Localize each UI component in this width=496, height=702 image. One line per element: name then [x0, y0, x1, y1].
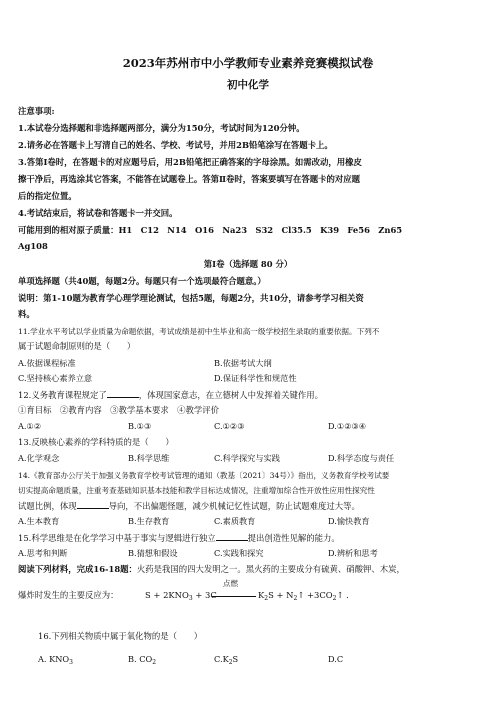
q14-stem-3-pre: 试题比例，体现	[18, 501, 77, 511]
q11-option-a[interactable]: A.依据课程标准	[18, 358, 76, 368]
q14-blank	[77, 500, 109, 509]
notice-item-3-end: 后的指定位置。	[18, 191, 77, 201]
q14-stem-1: 14.《教育部办公厅关于加强义务教育学校考试管理的通知（教基〔2021〕34号）》指出，义务教育学校考试要	[18, 471, 390, 480]
q12-stem-post: ，体现国家意志，在立德树人中发挥着关键作用。	[138, 390, 323, 400]
reading-lead	[18, 564, 405, 575]
q11-option-b[interactable]: B.依据考试大纲	[214, 358, 272, 368]
reading-lead-text: 火药是我国的四大发明之一。黑火药的主要成分有硫黄、硝酸钾、木炭，	[136, 564, 405, 574]
section-1-intro: 单项选择题（共40题，每题2分。每题只有一个选项最符合题意。）	[18, 276, 266, 286]
q12-stem	[18, 389, 323, 401]
equation-products: $K_2S$ + $N_2↑$ $+3CO_2↑$ .	[258, 590, 349, 602]
q11-option-c[interactable]: C.坚持核心素养立意	[18, 373, 93, 383]
q13-stem: 13.反映核心素养的学科特质的是（ ）	[18, 437, 174, 447]
q12-option-a[interactable]: A.①②	[18, 421, 42, 431]
q14-option-a[interactable]: A.生本教育	[18, 516, 60, 526]
q14-stem-2: 切实提高命题质量，注重考查基础知识基本技能和教学目标达成情况，注重增加综合性开放性应用性探究性	[18, 486, 375, 495]
exam-title: 2023年苏州市中小学教师专业素养竞赛模拟试卷	[122, 56, 374, 70]
q12-items: ①育目标 ②教育内容 ③教学基本要求 ④教学评价	[18, 405, 219, 415]
q15-option-d[interactable]: D.辨析和思考	[328, 548, 378, 558]
q13-option-c[interactable]: C.科学探究与实践	[214, 453, 280, 463]
notice-item-3: 3.答第Ⅰ卷时，在答题卡的对应题号后，用2B铅笔把正确答案的字母涂黑。如需改动，用橡皮	[18, 157, 362, 167]
q12-option-d[interactable]: D.①②③④	[328, 421, 367, 431]
equation-arrow	[212, 596, 256, 597]
q15-option-a[interactable]: A.思考和判断	[18, 548, 68, 558]
q15-blank	[216, 532, 248, 541]
atomic-mass-line-2: Ag108	[18, 241, 48, 251]
section-1-note-2: 料。	[18, 309, 35, 319]
q15-stem-post: 提出创造性见解的能力。	[247, 533, 340, 543]
q11-stem-2: 属于试题命制原则的是（ ）	[18, 341, 136, 351]
notice-heading: 注意事项:	[18, 106, 55, 116]
q12-blank	[107, 389, 139, 398]
q12-option-c[interactable]: C.①②③	[214, 421, 245, 431]
q14-option-d[interactable]: D.愉快教育	[328, 516, 370, 526]
notice-item-1: 1.本试卷分选择题和非选择题两部分，满分为150分，考试时间为120分钟。	[18, 123, 305, 133]
exam-subject: 初中化学	[227, 79, 269, 91]
q16-stem: 16.下列相关物质中属于氧化物的是（ ）	[38, 631, 203, 641]
q13-option-b[interactable]: B.科学思维	[128, 453, 170, 463]
q16-option-a[interactable]: A. $KNO_3$	[38, 654, 73, 666]
section-1-note-1: 说明：第1-10题为教育学心理学理论测试，包括5题，每题2分，共10分，请参考学习相关资	[18, 293, 364, 303]
q12-option-b[interactable]: B.①③	[128, 421, 152, 431]
q14-stem-3-post: 导向，不出偏题怪题，减少机械记忆性试题，防止试题难度过大等。	[108, 501, 360, 511]
notice-item-4: 4.考试结束后，将试卷和答题卡一并交回。	[18, 208, 178, 218]
q15-stem	[18, 532, 340, 544]
q15-option-c[interactable]: C.实践和探究	[214, 548, 264, 558]
q14-option-c[interactable]: C.素质教育	[214, 516, 256, 526]
section-1-title: 第Ⅰ卷（选择题 80 分）	[203, 259, 293, 269]
q16-option-d[interactable]: D.C	[328, 654, 344, 664]
equation-prefix: 爆炸时发生的主要反应为：	[18, 590, 119, 600]
q16-option-b[interactable]: B. $CO_2$	[128, 654, 157, 666]
equation-reactants: $S + 2KNO_3 + 3C$	[145, 590, 217, 602]
equation-condition: 点燃	[223, 579, 238, 588]
q14-stem-3	[18, 500, 360, 512]
q11-option-d[interactable]: D.保证科学性和规范性	[214, 373, 297, 383]
q16-option-c[interactable]: $C.K_2S$	[214, 654, 239, 666]
q15-stem-pre: 15.科学思维是在化学学习中基于事实与逻辑进行独立	[18, 533, 216, 543]
q15-option-b[interactable]: B.猜想和假设	[128, 548, 178, 558]
notice-item-2: 2.请务必在答题卡上写清自己的姓名、学校、考试号，并用2B铅笔涂写在答题卡上。	[18, 140, 333, 150]
q11-stem-1: 11.学业水平考试以学业质量为命题依据，考试成绩是初中生毕业和高一级学校招生录取的重要依据。下列不	[18, 327, 380, 336]
q13-option-a[interactable]: A.化学观念	[18, 453, 60, 463]
q13-option-d[interactable]: D.科学态度与责任	[328, 453, 395, 463]
notice-item-3-cont: 擦干净后，再选涂其它答案，不能答在试题卷上。答第Ⅱ卷时，答案要填写在答题卡的对应题	[18, 174, 361, 184]
reading-lead-bold: 阅读下列材料，完成16-18题：	[18, 564, 137, 574]
q12-stem-pre: 12.义务教育课程规定了	[18, 390, 107, 400]
atomic-mass-line-1: 可能用到的相对原子质量：H1 C12 N14 O16 Na23 S32 Cl35.5 K39 Fe56 Zn65	[18, 225, 403, 235]
q14-option-b[interactable]: B.生存教育	[128, 516, 170, 526]
